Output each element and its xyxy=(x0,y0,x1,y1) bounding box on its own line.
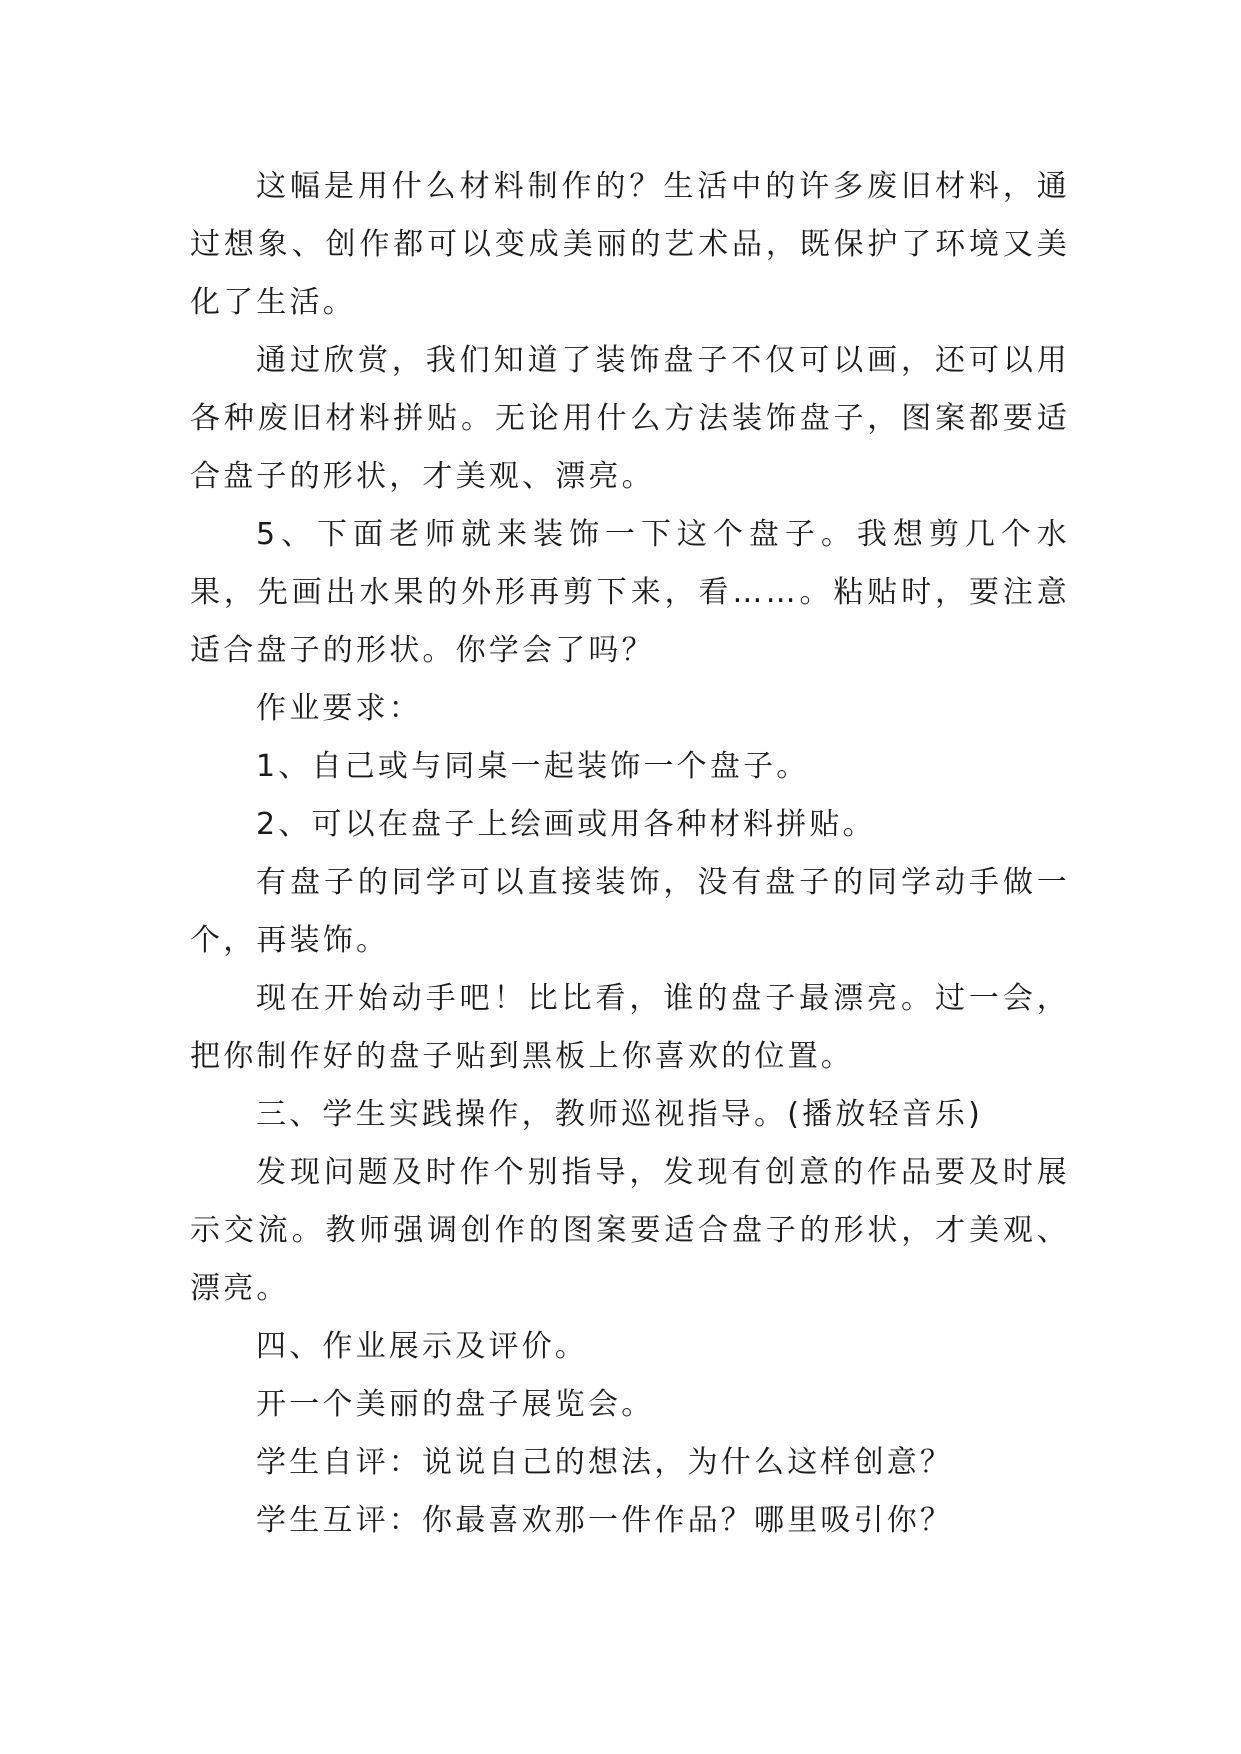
paragraph-exhibition: 开一个美丽的盘子展览会。 xyxy=(256,1387,655,1422)
paragraph-assignment-item-1: 1、自己或与同桌一起装饰一个盘子。 xyxy=(256,749,810,784)
paragraph-assignment-heading: 作业要求： xyxy=(256,691,422,726)
paragraph-teacher-demo: 5、下面老师就来装饰一下这个盘子。我想剪几个水果，先画出水果的外形再剪下来，看……。粘贴时，要注意适合盘子的形状。你学会了吗？ xyxy=(190,517,1070,668)
paragraph-material-question: 这幅是用什么材料制作的？生活中的许多废旧材料，通过想象、创作都可以变成美丽的艺术品，既保护了环境又美化了生活。 xyxy=(190,169,1070,320)
paragraph-appreciation-summary: 通过欣赏，我们知道了装饰盘子不仅可以画，还可以用各种废旧材料拼贴。无论用什么方法装饰盘子，图案都要适合盘子的形状，才美观、漂亮。 xyxy=(190,343,1070,494)
paragraph-start-activity: 现在开始动手吧！比比看，谁的盘子最漂亮。过一会，把你制作好的盘子贴到黑板上你喜欢的位置。 xyxy=(190,981,1070,1074)
paragraph-plate-note: 有盘子的同学可以直接装饰，没有盘子的同学动手做一个，再装饰。 xyxy=(190,865,1070,958)
document-body xyxy=(190,158,1070,1550)
paragraph-section-three: 三、学生实践操作，教师巡视指导。(播放轻音乐) xyxy=(256,1097,984,1132)
paragraph-self-evaluation: 学生自评：说说自己的想法，为什么这样创意？ xyxy=(256,1445,954,1480)
paragraph-guidance: 发现问题及时作个别指导，发现有创意的作品要及时展示交流。教师强调创作的图案要适合盘子的形状，才美观、漂亮。 xyxy=(190,1155,1070,1306)
paragraph-assignment-item-2: 2、可以在盘子上绘画或用各种材料拼贴。 xyxy=(256,807,876,842)
paragraph-peer-evaluation: 学生互评：你最喜欢那一件作品？哪里吸引你？ xyxy=(256,1503,954,1538)
paragraph-section-four: 四、作业展示及评价。 xyxy=(256,1329,588,1364)
